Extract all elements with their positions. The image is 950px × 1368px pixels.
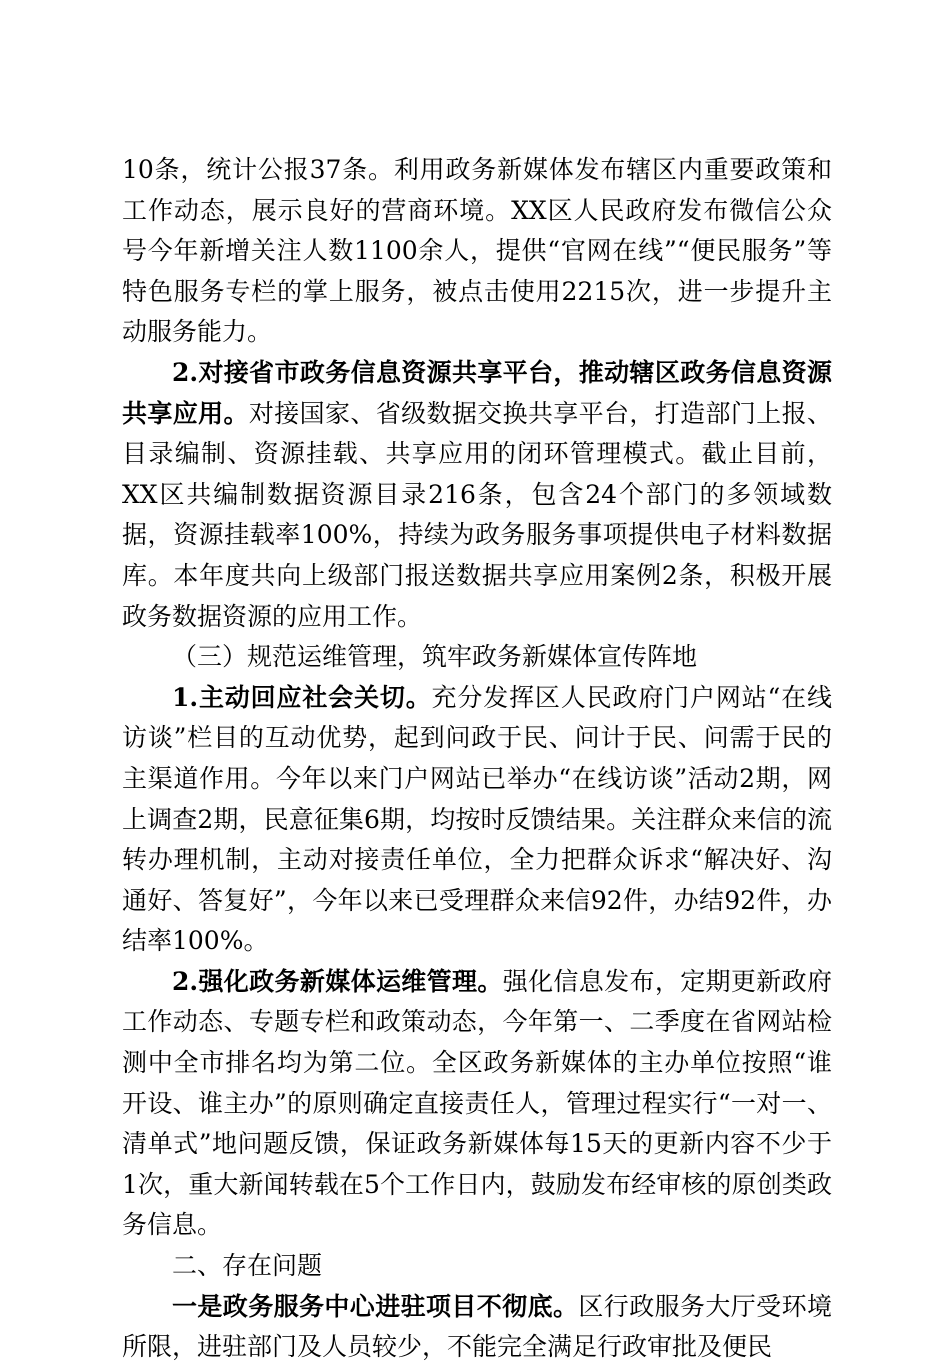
paragraph-problem-one <box>122 1287 832 1368</box>
section-subheading: （三）规范运维管理，筑牢政务新媒体宣传阵地 <box>172 642 698 672</box>
document-body <box>122 150 832 1368</box>
paragraph-data-sharing <box>122 353 832 637</box>
paragraph-body: 区行政服务大厅受环境所限，进驻部门及人员较少，不能完全满足行政审批及便民 <box>122 1291 832 1362</box>
paragraph-lead: 2.对接省市政务信息资源共享平台，推动辖区政务信息资源共享应用。 <box>122 357 832 428</box>
paragraph-lead: 一是政务服务中心进驻项目不彻底。 <box>172 1291 579 1321</box>
paragraph-media-release <box>122 150 832 353</box>
paragraph-body: 对接国家、省级数据交换共享平台，打造部门上报、目录编制、资源挂载、共享应用的闭环管理模式。截止目前，XX区共编制数据资源目录216条，包含24个部门的多领域数据，资源挂载率100%，持续为政务服务事项提供电子材料数据库。本年度共向上级部门报送数据共享应用案例2条，积极开展政务数据资源的应用工作。 <box>122 398 832 631</box>
paragraph-lead: 2.强化政务新媒体运维管理。 <box>172 966 503 996</box>
paragraph-body: 10条，统计公报37条。利用政务新媒体发布辖区内重要政策和工作动态，展示良好的营商环境。XX区人民政府发布微信公众号今年新增关注人数1100余人，提供“官网在线”“便民服务”等特色服务专栏的掌上服务，被点击使用2215次，进一步提升主动服务能力。 <box>122 155 832 347</box>
section-heading: 二、存在问题 <box>172 1251 323 1281</box>
paragraph-body: 充分发挥区人民政府门户网站“在线访谈”栏目的互动优势，起到问政于民、问计于民、问需于民的主渠道作用。今年以来门户网站已举办“在线访谈”活动2期，网上调查2期，民意征集6期，均按时反馈结果。关注群众来信的流转办理机制，主动对接责任单位，全力把群众诉求“解决好、沟通好、答复好”，今年以来已受理群众来信92件，办结92件，办结率100%。 <box>122 682 832 956</box>
paragraph-body: 强化信息发布，定期更新政府工作动态、专题专栏和政策动态，今年第一、二季度在省网站检测中全市排名均为第二位。全区政务新媒体的主办单位按照“谁开设、谁主办”的原则确定直接责任人，管理过程实行“一对一、清单式”地问题反馈，保证政务新媒体每15天的更新内容不少于1次，重大新闻转载在5个工作日内，鼓励发布经审核的原创类政务信息。 <box>122 966 832 1240</box>
paragraph-public-concerns <box>122 678 832 962</box>
paragraph-lead: 1.主动回应社会关切。 <box>172 682 432 712</box>
paragraph-media-maintenance <box>122 962 832 1246</box>
